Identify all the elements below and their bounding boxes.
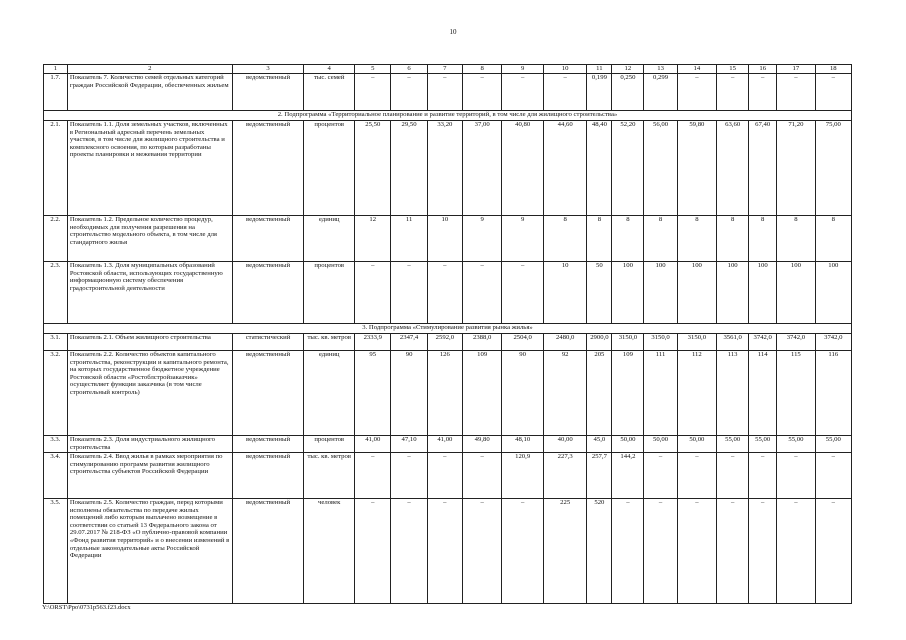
value-cell: 90 <box>391 351 427 436</box>
value-cell: 8 <box>777 216 815 262</box>
value-cell: 100 <box>717 262 749 324</box>
value-cell: – <box>427 453 462 499</box>
column-number: 9 <box>502 65 543 74</box>
value-cell: – <box>462 499 501 604</box>
column-number: 13 <box>644 65 677 74</box>
row-number: 3.1. <box>44 334 68 351</box>
value-cell: 100 <box>612 262 644 324</box>
row-number: 1.7. <box>44 74 68 111</box>
value-cell: 71,20 <box>777 121 815 216</box>
value-cell: – <box>462 74 501 111</box>
section-row <box>44 111 852 121</box>
column-number: 18 <box>815 65 851 74</box>
value-cell: – <box>644 453 677 499</box>
value-cell: 3742,0 <box>777 334 815 351</box>
value-cell: 45,0 <box>587 436 612 453</box>
value-cell: 44,60 <box>543 121 587 216</box>
value-cell: – <box>502 74 543 111</box>
value-cell: – <box>815 499 851 604</box>
value-cell: 8 <box>612 216 644 262</box>
value-cell: – <box>355 74 391 111</box>
value-cell: 41,00 <box>355 436 391 453</box>
value-cell: – <box>391 499 427 604</box>
unit: тыс. кв. метров <box>304 453 355 499</box>
value-cell: 47,10 <box>391 436 427 453</box>
row-number: 2.1. <box>44 121 68 216</box>
unit: человек <box>304 499 355 604</box>
row-number: 2.3. <box>44 262 68 324</box>
value-cell: 48,10 <box>502 436 543 453</box>
value-cell: 75,00 <box>815 121 851 216</box>
value-cell: 55,00 <box>717 436 749 453</box>
unit: процентов <box>304 436 355 453</box>
value-cell: 0,250 <box>612 74 644 111</box>
value-cell: – <box>777 453 815 499</box>
table-row <box>44 334 852 351</box>
value-cell: – <box>612 499 644 604</box>
value-cell: 100 <box>777 262 815 324</box>
value-cell: 3561,0 <box>717 334 749 351</box>
value-cell: 2504,0 <box>502 334 543 351</box>
value-cell: 8 <box>587 216 612 262</box>
value-cell: 40,80 <box>502 121 543 216</box>
value-cell: 48,40 <box>587 121 612 216</box>
value-cell: 67,40 <box>749 121 777 216</box>
section-title: 3. Подпрограмма «Стимулирование развития рынка жилья» <box>44 324 852 334</box>
table-row <box>44 216 852 262</box>
table-row <box>44 351 852 436</box>
value-cell: 9 <box>462 216 501 262</box>
indicator-type: ведомственный <box>232 453 304 499</box>
value-cell: 100 <box>644 262 677 324</box>
value-cell: 100 <box>677 262 716 324</box>
value-cell: 0,199 <box>587 74 612 111</box>
value-cell: – <box>391 262 427 324</box>
value-cell: 55,00 <box>815 436 851 453</box>
column-number: 8 <box>462 65 501 74</box>
table-row <box>44 262 852 324</box>
column-number-row <box>44 65 852 74</box>
value-cell: – <box>717 453 749 499</box>
column-number: 5 <box>355 65 391 74</box>
value-cell: 41,00 <box>427 436 462 453</box>
indicator-name: Показатель 1.1. Доля земельных участков, включенных в Региональный адресный перечень земельных участков, в том числе для жилищного строительства и комплексного освоения, по которым разработаны проекты планировки и межевания территории <box>67 121 232 216</box>
value-cell: 520 <box>587 499 612 604</box>
indicator-type: ведомственный <box>232 499 304 604</box>
section-row <box>44 324 852 334</box>
value-cell: 92 <box>543 351 587 436</box>
indicator-name: Показатель 1.2. Предельное количество процедур, необходимых для получения разрешения на строительство модельного объекта, в том числе для стандартного жилья <box>67 216 232 262</box>
value-cell: 50,00 <box>644 436 677 453</box>
value-cell: 25,50 <box>355 121 391 216</box>
value-cell: – <box>391 453 427 499</box>
value-cell: – <box>815 74 851 111</box>
value-cell: 120,9 <box>502 453 543 499</box>
value-cell: 2347,4 <box>391 334 427 351</box>
value-cell: 56,00 <box>644 121 677 216</box>
value-cell: 100 <box>815 262 851 324</box>
row-number: 3.5. <box>44 499 68 604</box>
row-number: 2.2. <box>44 216 68 262</box>
value-cell: 63,60 <box>717 121 749 216</box>
value-cell: 33,20 <box>427 121 462 216</box>
value-cell: 3150,0 <box>677 334 716 351</box>
indicator-type: ведомственный <box>232 74 304 111</box>
value-cell: – <box>749 453 777 499</box>
column-number: 4 <box>304 65 355 74</box>
value-cell: 49,80 <box>462 436 501 453</box>
value-cell: 2388,0 <box>462 334 501 351</box>
value-cell: 2592,0 <box>427 334 462 351</box>
section-title: 2. Подпрограмма «Территориальное планирование и развитие территорий, в том числе для жилищного строительства» <box>44 111 852 121</box>
value-cell: 8 <box>717 216 749 262</box>
value-cell: – <box>427 262 462 324</box>
value-cell: 109 <box>462 351 501 436</box>
unit: единиц <box>304 216 355 262</box>
value-cell: – <box>777 74 815 111</box>
value-cell: 2480,0 <box>543 334 587 351</box>
indicator-name: Показатель 7. Количество семей отдельных категорий граждан Российской Федерации, обеспеченных жильем <box>67 74 232 111</box>
column-number: 14 <box>677 65 716 74</box>
unit: процентов <box>304 121 355 216</box>
value-cell: – <box>717 499 749 604</box>
indicator-name: Показатель 2.2. Количество объектов капитального строительства, реконструкции и капитального ремонта, на которых государственное бюджетное учреждение Ростовской области «Ростоблстройзаказчик» осуществляет функции заказчика (в том числе строительный контроль) <box>67 351 232 436</box>
value-cell: 109 <box>612 351 644 436</box>
value-cell: 37,00 <box>462 121 501 216</box>
value-cell: – <box>462 453 501 499</box>
value-cell: – <box>355 262 391 324</box>
value-cell: 12 <box>355 216 391 262</box>
value-cell: – <box>815 453 851 499</box>
value-cell: 2900,0 <box>587 334 612 351</box>
indicator-name: Показатель 1.3. Доля муниципальных образований Ростовской области, использующих государственную информационную систему обеспечения градостроительной деятельности <box>67 262 232 324</box>
table-row <box>44 121 852 216</box>
indicator-type: ведомственный <box>232 436 304 453</box>
value-cell: – <box>644 499 677 604</box>
indicator-type: статистический <box>232 334 304 351</box>
indicator-name: Показатель 2.1. Объем жилищного строительства <box>67 334 232 351</box>
value-cell: 55,00 <box>749 436 777 453</box>
value-cell: – <box>355 453 391 499</box>
indicator-name: Показатель 2.3. Доля индустриального жилищного строительства <box>67 436 232 453</box>
indicator-name: Показатель 2.4. Ввод жилья в рамках мероприятия по стимулированию программ развития жилищного строительства субъектов Российской Федерации <box>67 453 232 499</box>
column-number: 7 <box>427 65 462 74</box>
value-cell: – <box>502 262 543 324</box>
row-number: 3.2. <box>44 351 68 436</box>
value-cell: – <box>427 499 462 604</box>
value-cell: – <box>677 499 716 604</box>
table-row <box>44 499 852 604</box>
value-cell: 55,00 <box>777 436 815 453</box>
value-cell: 29,50 <box>391 121 427 216</box>
indicator-type: ведомственный <box>232 121 304 216</box>
column-number: 11 <box>587 65 612 74</box>
value-cell: 50,00 <box>677 436 716 453</box>
table-row <box>44 436 852 453</box>
indicators-table <box>43 64 852 604</box>
value-cell: 40,00 <box>543 436 587 453</box>
value-cell: – <box>749 499 777 604</box>
value-cell: 114 <box>749 351 777 436</box>
unit: единиц <box>304 351 355 436</box>
value-cell: 205 <box>587 351 612 436</box>
value-cell: – <box>391 74 427 111</box>
value-cell: 100 <box>749 262 777 324</box>
value-cell: 227,3 <box>543 453 587 499</box>
value-cell: 10 <box>427 216 462 262</box>
file-path-footer: Y:\ORST\Ppo\0731p563.f23.docx <box>42 604 131 611</box>
value-cell: 144,2 <box>612 453 644 499</box>
value-cell: 3742,0 <box>815 334 851 351</box>
unit: тыс. семей <box>304 74 355 111</box>
value-cell: – <box>717 74 749 111</box>
page-number: 10 <box>449 28 457 36</box>
value-cell: 8 <box>543 216 587 262</box>
column-number: 1 <box>44 65 68 74</box>
value-cell: 50 <box>587 262 612 324</box>
value-cell: – <box>677 453 716 499</box>
value-cell: 126 <box>427 351 462 436</box>
value-cell: 113 <box>717 351 749 436</box>
indicator-name: Показатель 2.5. Количество граждан, перед которыми исполнены обязательства по передаче жилых помещений либо которым выплачено возмещение в соответствии со статьей 13 Федерального закона от 29.07.2017 № 218-ФЗ «О публично-правовой компании «Фонд развития территорий» и о внесении изменений в отдельные законодательные акты Российской Федерации <box>67 499 232 604</box>
value-cell: 0,299 <box>644 74 677 111</box>
value-cell: 115 <box>777 351 815 436</box>
value-cell: – <box>777 499 815 604</box>
value-cell: 9 <box>502 216 543 262</box>
value-cell: 3742,0 <box>749 334 777 351</box>
value-cell: 2333,9 <box>355 334 391 351</box>
unit: тыс. кв. метров <box>304 334 355 351</box>
value-cell: 111 <box>644 351 677 436</box>
value-cell: 8 <box>677 216 716 262</box>
unit: процентов <box>304 262 355 324</box>
value-cell: 8 <box>815 216 851 262</box>
column-number: 2 <box>67 65 232 74</box>
value-cell: 3150,0 <box>612 334 644 351</box>
value-cell: 257,7 <box>587 453 612 499</box>
value-cell: – <box>462 262 501 324</box>
value-cell: 225 <box>543 499 587 604</box>
value-cell: 8 <box>749 216 777 262</box>
value-cell: 112 <box>677 351 716 436</box>
row-number: 3.4. <box>44 453 68 499</box>
column-number: 16 <box>749 65 777 74</box>
value-cell: – <box>427 74 462 111</box>
column-number: 12 <box>612 65 644 74</box>
column-number: 3 <box>232 65 304 74</box>
indicator-type: ведомственный <box>232 216 304 262</box>
value-cell: 3150,0 <box>644 334 677 351</box>
indicator-type: ведомственный <box>232 262 304 324</box>
value-cell: 90 <box>502 351 543 436</box>
value-cell: 95 <box>355 351 391 436</box>
value-cell: 50,00 <box>612 436 644 453</box>
value-cell: – <box>677 74 716 111</box>
value-cell: – <box>749 74 777 111</box>
value-cell: 59,80 <box>677 121 716 216</box>
value-cell: – <box>355 499 391 604</box>
value-cell: 8 <box>644 216 677 262</box>
value-cell: 52,20 <box>612 121 644 216</box>
value-cell: – <box>543 74 587 111</box>
table-row <box>44 453 852 499</box>
value-cell: 10 <box>543 262 587 324</box>
row-number: 3.3. <box>44 436 68 453</box>
indicator-type: ведомственный <box>232 351 304 436</box>
value-cell: 116 <box>815 351 851 436</box>
value-cell: – <box>502 499 543 604</box>
column-number: 6 <box>391 65 427 74</box>
value-cell: 11 <box>391 216 427 262</box>
column-number: 17 <box>777 65 815 74</box>
table-row <box>44 74 852 111</box>
column-number: 10 <box>543 65 587 74</box>
column-number: 15 <box>717 65 749 74</box>
